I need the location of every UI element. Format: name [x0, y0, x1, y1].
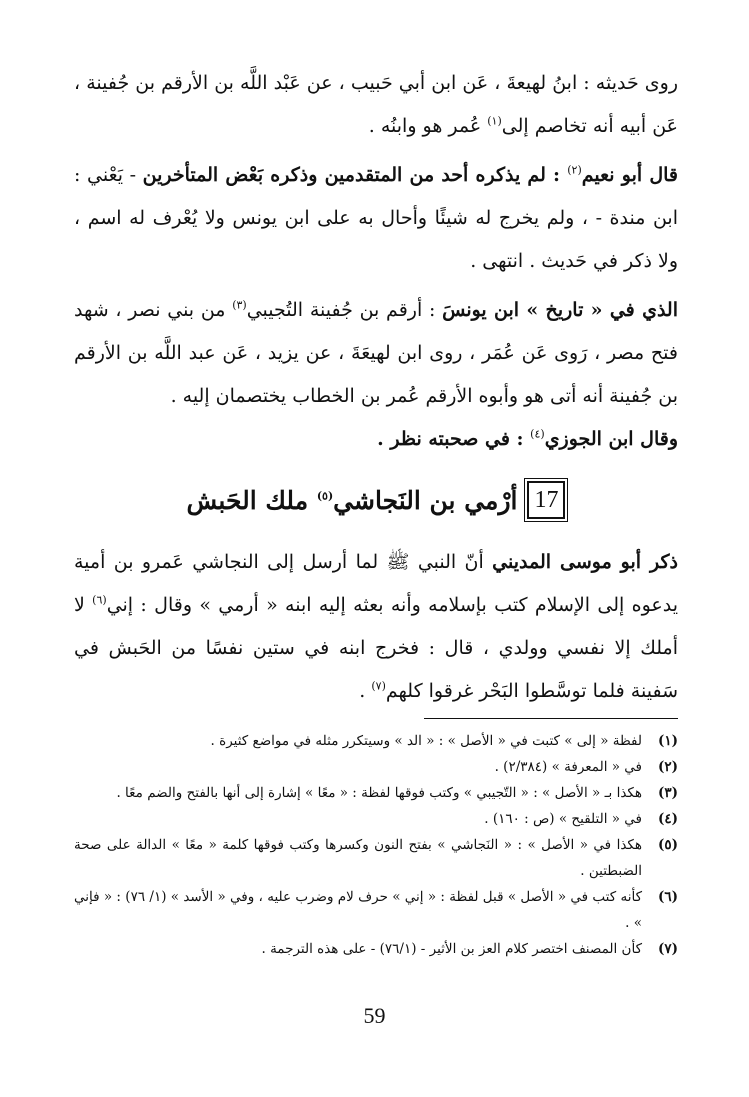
- footnote-ref[interactable]: (٣): [232, 298, 247, 312]
- footnote-ref[interactable]: (٥): [316, 489, 334, 503]
- footnote-text: هكذا في « الأصل » : « النَجاشي » بفتح النون وكسرها وكتب فوقها كلمة « معًا » الدالة على صحة الضبطتين .: [74, 837, 642, 879]
- footnote-ref[interactable]: (٧): [371, 679, 386, 693]
- footnote-item: [74, 728, 678, 754]
- bold-text: : في صحبته نظر .: [377, 428, 531, 450]
- footnote-text: في « التلقيح » (ص : ١٦٠) .: [484, 811, 642, 827]
- bold-text: : لم يذكره أحد من المتقدمين وذكره بَعْض المتأخرين: [142, 164, 568, 186]
- footnote-number: (٦): [657, 889, 678, 905]
- footnote-ref[interactable]: (٦): [92, 593, 107, 607]
- footnote-text: كأنه كتب في « الأصل » قبل لفظة : « إني » حرف لام وضرب عليه ، وفي « الأسد » (١/ ٧٦) : « فإني » .: [74, 889, 643, 931]
- footnote-text: كأن المصنف اختصر كلام العز بن الأثير - (٧٦/١) - على هذه الترجمة .: [261, 941, 642, 957]
- footnote-item: [74, 806, 678, 832]
- footnote-ref[interactable]: (٤): [530, 427, 545, 441]
- paragraph-text: روى حَديثه : ابنُ لهيعةَ ، عَن ابن أبي حَبيب ، عن عَبْد اللَّه بن الأرقم بن جُفينة ، عَن أبيه أنه تخاصم إلى: [74, 72, 678, 137]
- footnote-item: [74, 936, 678, 962]
- bold-text: وقال ابن الجوزي: [544, 428, 678, 450]
- paragraph-text: من بني نصر ، شهد فتح مصر ، رَوى عَن عُمَر ، روى ابن لهيعَةَ ، عن يزيد ، عَن عبد اللَّه بن الأرقم بن جُفينة أنه أتى هو وأبوه الأرقم عُمر بن الخطاب يختصمان إليه .: [74, 299, 678, 407]
- paragraph-text: - يَعْني : ابن مندة - ، ولم يخرج له شيئًا وأحال به على ابن يونس ولا يُعْرف له اسم ، ولا ذكر في حَديث . انتهى .: [74, 164, 678, 272]
- footnote-item: [74, 754, 678, 780]
- footnote-ref[interactable]: (٢): [567, 163, 582, 177]
- paragraph-text: أنّ النبي ﷺ لما أرسل إلى النجاشي عَمرو بن أمية يدعوه إلى الإسلام كتب بإسلامه وأنه بعثه إليه ابنه « أرمي » وقال : إني: [74, 551, 678, 616]
- main-text: [74, 62, 678, 713]
- footnote-number: (٥): [657, 837, 678, 853]
- entry-number-box: [527, 481, 565, 519]
- footnote-number: (٧): [657, 941, 678, 957]
- footnote-text: هكذا بـ « الأصل » : « التّجيبي » وكتب فوقها لفظة : « معًا » إشارة إلى أنها بالفتح والضم معًا .: [116, 785, 642, 801]
- paragraph-ibn-yunus: [74, 289, 678, 418]
- footnote-number: (١): [657, 733, 678, 749]
- page-number: 59: [363, 1003, 386, 1028]
- paragraph-text: : أرقم بن جُفينة التُجيبي: [246, 299, 443, 321]
- entry-title-text: أرْمي بن النَجاشي: [333, 485, 518, 515]
- bold-text: قال أبو نعيم: [581, 164, 678, 186]
- footnote-number: (٣): [657, 785, 678, 801]
- entry-heading: [74, 481, 678, 519]
- footnote-item: [74, 884, 678, 936]
- footnote-item: [74, 832, 678, 884]
- paragraph-ibn-jawzi: [74, 418, 678, 461]
- entry-number: 17: [534, 486, 559, 513]
- footnote-ref[interactable]: (١): [487, 114, 502, 128]
- paragraph-text: .: [359, 680, 372, 702]
- footnote-number: (٤): [657, 811, 678, 827]
- footnote-number: (٢): [657, 759, 678, 775]
- entry-title: [187, 486, 518, 515]
- footnote-item: [74, 780, 678, 806]
- paragraph-text: لا أملك إلا نفسي وولدي ، قال : فخرج ابنه في ستين نفسًا من الحَبش في سَفينة فلما توسَّطوا البَحْر غرقوا كلهم: [74, 594, 678, 702]
- footnote-text: لفظة « إلى » كتبت في « الأصل » : « الد » وسيتكرر مثله في مواضع كثيرة .: [210, 733, 642, 749]
- paragraph-entry-body: [74, 541, 678, 713]
- entry-title-text: ملك الحَبش: [186, 485, 317, 515]
- footnotes-list: [74, 728, 678, 962]
- paragraph-hadith: [74, 62, 678, 148]
- bold-text: الذي في « تاريخ » ابن يونسَ: [442, 299, 678, 321]
- bold-text: ذكر أبو موسى المديني: [492, 551, 678, 573]
- paragraph-abu-nuaym: [74, 154, 678, 283]
- paragraph-text: عُمر هو وابنُه .: [368, 115, 488, 137]
- footnote-divider: [424, 718, 678, 719]
- footnote-text: في « المعرفة » (٢/٣٨٤) .: [494, 759, 642, 775]
